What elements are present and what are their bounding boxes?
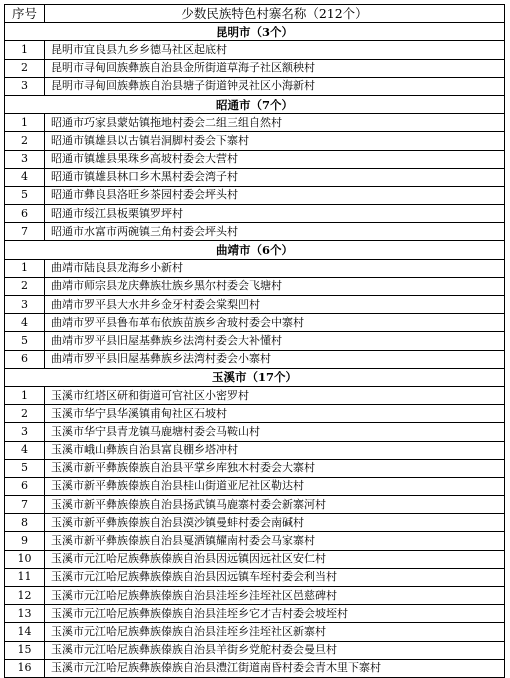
region-header-row xyxy=(5,95,505,113)
village-name: 玉溪市红塔区研和街道可官社区小密罗村 xyxy=(45,386,505,404)
row-number: 7 xyxy=(5,496,45,514)
row-number: 13 xyxy=(5,605,45,623)
region-header-row xyxy=(5,241,505,259)
table-row xyxy=(5,405,505,423)
row-number: 7 xyxy=(5,223,45,241)
table-row xyxy=(5,496,505,514)
village-name: 昭通市绥江县板栗镇罗坪村 xyxy=(45,205,505,223)
row-number: 2 xyxy=(5,59,45,77)
village-name: 玉溪市新平彝族傣族自治县漠沙镇曼蚌村委会南碱村 xyxy=(45,514,505,532)
village-name: 曲靖市罗平县旧屋基彝族乡法湾村委会小寨村 xyxy=(45,350,505,368)
row-number: 11 xyxy=(5,568,45,586)
village-name: 玉溪市华宁县华溪镇甫甸社区石坡村 xyxy=(45,405,505,423)
table-row xyxy=(5,568,505,586)
row-number: 5 xyxy=(5,186,45,204)
village-name: 曲靖市罗平县大水井乡金牙村委会棠梨凹村 xyxy=(45,296,505,314)
table-body xyxy=(5,23,505,678)
row-number: 8 xyxy=(5,514,45,532)
region-title: 昭通市（7个） xyxy=(5,95,505,113)
table-row xyxy=(5,532,505,550)
row-number: 4 xyxy=(5,168,45,186)
table-row xyxy=(5,641,505,659)
village-name: 玉溪市元江哈尼族彝族傣族自治县洼垤乡它才吉村委会坡垤村 xyxy=(45,605,505,623)
row-number: 14 xyxy=(5,623,45,641)
village-name: 昭通市巧家县蒙姑镇拖地村委会二组三组自然村 xyxy=(45,114,505,132)
row-number: 5 xyxy=(5,459,45,477)
row-number: 5 xyxy=(5,332,45,350)
village-name: 昭通市镇雄县果珠乡高坡村委会大营村 xyxy=(45,150,505,168)
row-number: 2 xyxy=(5,405,45,423)
table-row xyxy=(5,114,505,132)
row-number: 2 xyxy=(5,132,45,150)
row-number: 9 xyxy=(5,532,45,550)
region-title: 玉溪市（17个） xyxy=(5,368,505,386)
village-name: 曲靖市罗平县鲁布革布依族苗族乡舍玻村委会中寨村 xyxy=(45,314,505,332)
village-name: 昭通市彝良县洛旺乡茶园村委会坪头村 xyxy=(45,186,505,204)
village-name: 玉溪市元江哈尼族彝族傣族自治县澧江街道南昏村委会青木里下寨村 xyxy=(45,659,505,677)
table-row xyxy=(5,550,505,568)
village-name: 昭通市镇雄县林口乡木黑村委会湾子村 xyxy=(45,168,505,186)
table-row xyxy=(5,223,505,241)
row-number: 10 xyxy=(5,550,45,568)
table-row xyxy=(5,459,505,477)
table-row xyxy=(5,168,505,186)
village-name: 昆明市宜良县九乡乡德马社区起底村 xyxy=(45,41,505,59)
village-name: 玉溪市元江哈尼族彝族傣族自治县因远镇车垤村委会利当村 xyxy=(45,568,505,586)
region-header-row xyxy=(5,23,505,41)
row-number: 6 xyxy=(5,477,45,495)
row-number: 1 xyxy=(5,259,45,277)
row-number: 6 xyxy=(5,205,45,223)
row-number: 1 xyxy=(5,41,45,59)
table-row xyxy=(5,205,505,223)
row-number: 3 xyxy=(5,77,45,95)
village-list-table-wrap xyxy=(4,4,504,678)
row-number: 3 xyxy=(5,296,45,314)
table-row xyxy=(5,277,505,295)
table-row xyxy=(5,296,505,314)
village-name: 玉溪市华宁县青龙镇马鹿塘村委会马鞍山村 xyxy=(45,423,505,441)
table-row xyxy=(5,423,505,441)
table-row xyxy=(5,514,505,532)
village-name: 玉溪市元江哈尼族彝族傣族自治县因远镇因远社区安仁村 xyxy=(45,550,505,568)
row-number: 4 xyxy=(5,441,45,459)
table-row xyxy=(5,350,505,368)
village-name: 玉溪市新平彝族傣族自治县平掌乡库独木村委会大寨村 xyxy=(45,459,505,477)
village-name: 玉溪市元江哈尼族彝族傣族自治县洼垤乡洼垤社区新寨村 xyxy=(45,623,505,641)
village-name: 曲靖市师宗县龙庆彝族壮族乡黑尔村委会飞塘村 xyxy=(45,277,505,295)
table-row xyxy=(5,186,505,204)
table-row xyxy=(5,77,505,95)
village-name: 曲靖市陆良县龙海乡小新村 xyxy=(45,259,505,277)
row-number: 1 xyxy=(5,386,45,404)
village-name: 玉溪市新平彝族傣族自治县戛洒镇耀南村委会马家寨村 xyxy=(45,532,505,550)
table-row xyxy=(5,659,505,677)
table-row xyxy=(5,41,505,59)
row-number: 3 xyxy=(5,423,45,441)
table-row xyxy=(5,623,505,641)
table-row xyxy=(5,132,505,150)
village-name: 玉溪市峨山彝族自治县富良棚乡塔冲村 xyxy=(45,441,505,459)
table-row xyxy=(5,587,505,605)
row-number: 6 xyxy=(5,350,45,368)
table-row xyxy=(5,150,505,168)
row-number: 15 xyxy=(5,641,45,659)
table-header-row xyxy=(5,5,505,23)
row-number: 1 xyxy=(5,114,45,132)
village-list-table xyxy=(4,4,505,678)
table-row xyxy=(5,477,505,495)
row-number: 4 xyxy=(5,314,45,332)
village-name: 玉溪市元江哈尼族彝族傣族自治县羊街乡党舵村委会曼旦村 xyxy=(45,641,505,659)
row-number: 2 xyxy=(5,277,45,295)
village-name: 昭通市镇雄县以古镇岩洞脚村委会下寨村 xyxy=(45,132,505,150)
table-row xyxy=(5,605,505,623)
table-row xyxy=(5,441,505,459)
table-row xyxy=(5,314,505,332)
village-name: 玉溪市新平彝族傣族自治县桂山街道亚尼社区勒达村 xyxy=(45,477,505,495)
village-name: 玉溪市元江哈尼族彝族傣族自治县洼垤乡洼垤社区邑慈碑村 xyxy=(45,587,505,605)
village-name: 玉溪市新平彝族傣族自治县扬武镇马鹿寨村委会新寨河村 xyxy=(45,496,505,514)
region-header-row xyxy=(5,368,505,386)
table-row xyxy=(5,259,505,277)
row-number: 3 xyxy=(5,150,45,168)
row-number: 16 xyxy=(5,659,45,677)
region-title: 曲靖市（6个） xyxy=(5,241,505,259)
village-name: 昆明市寻甸回族彝族自治县金所街道草海子社区额秧村 xyxy=(45,59,505,77)
table-row xyxy=(5,59,505,77)
village-name: 曲靖市罗平县旧屋基彝族乡法湾村委会大补懂村 xyxy=(45,332,505,350)
table-row xyxy=(5,332,505,350)
village-name: 昆明市寻甸回族彝族自治县塘子街道钟灵社区小海新村 xyxy=(45,77,505,95)
region-title: 昆明市（3个） xyxy=(5,23,505,41)
table-row xyxy=(5,386,505,404)
row-number: 12 xyxy=(5,587,45,605)
column-header-no: 序号 xyxy=(5,5,45,23)
village-name: 昭通市水富市两碗镇三角村委会坪头村 xyxy=(45,223,505,241)
table-title: 少数民族特色村寨名称（212个） xyxy=(45,5,505,23)
